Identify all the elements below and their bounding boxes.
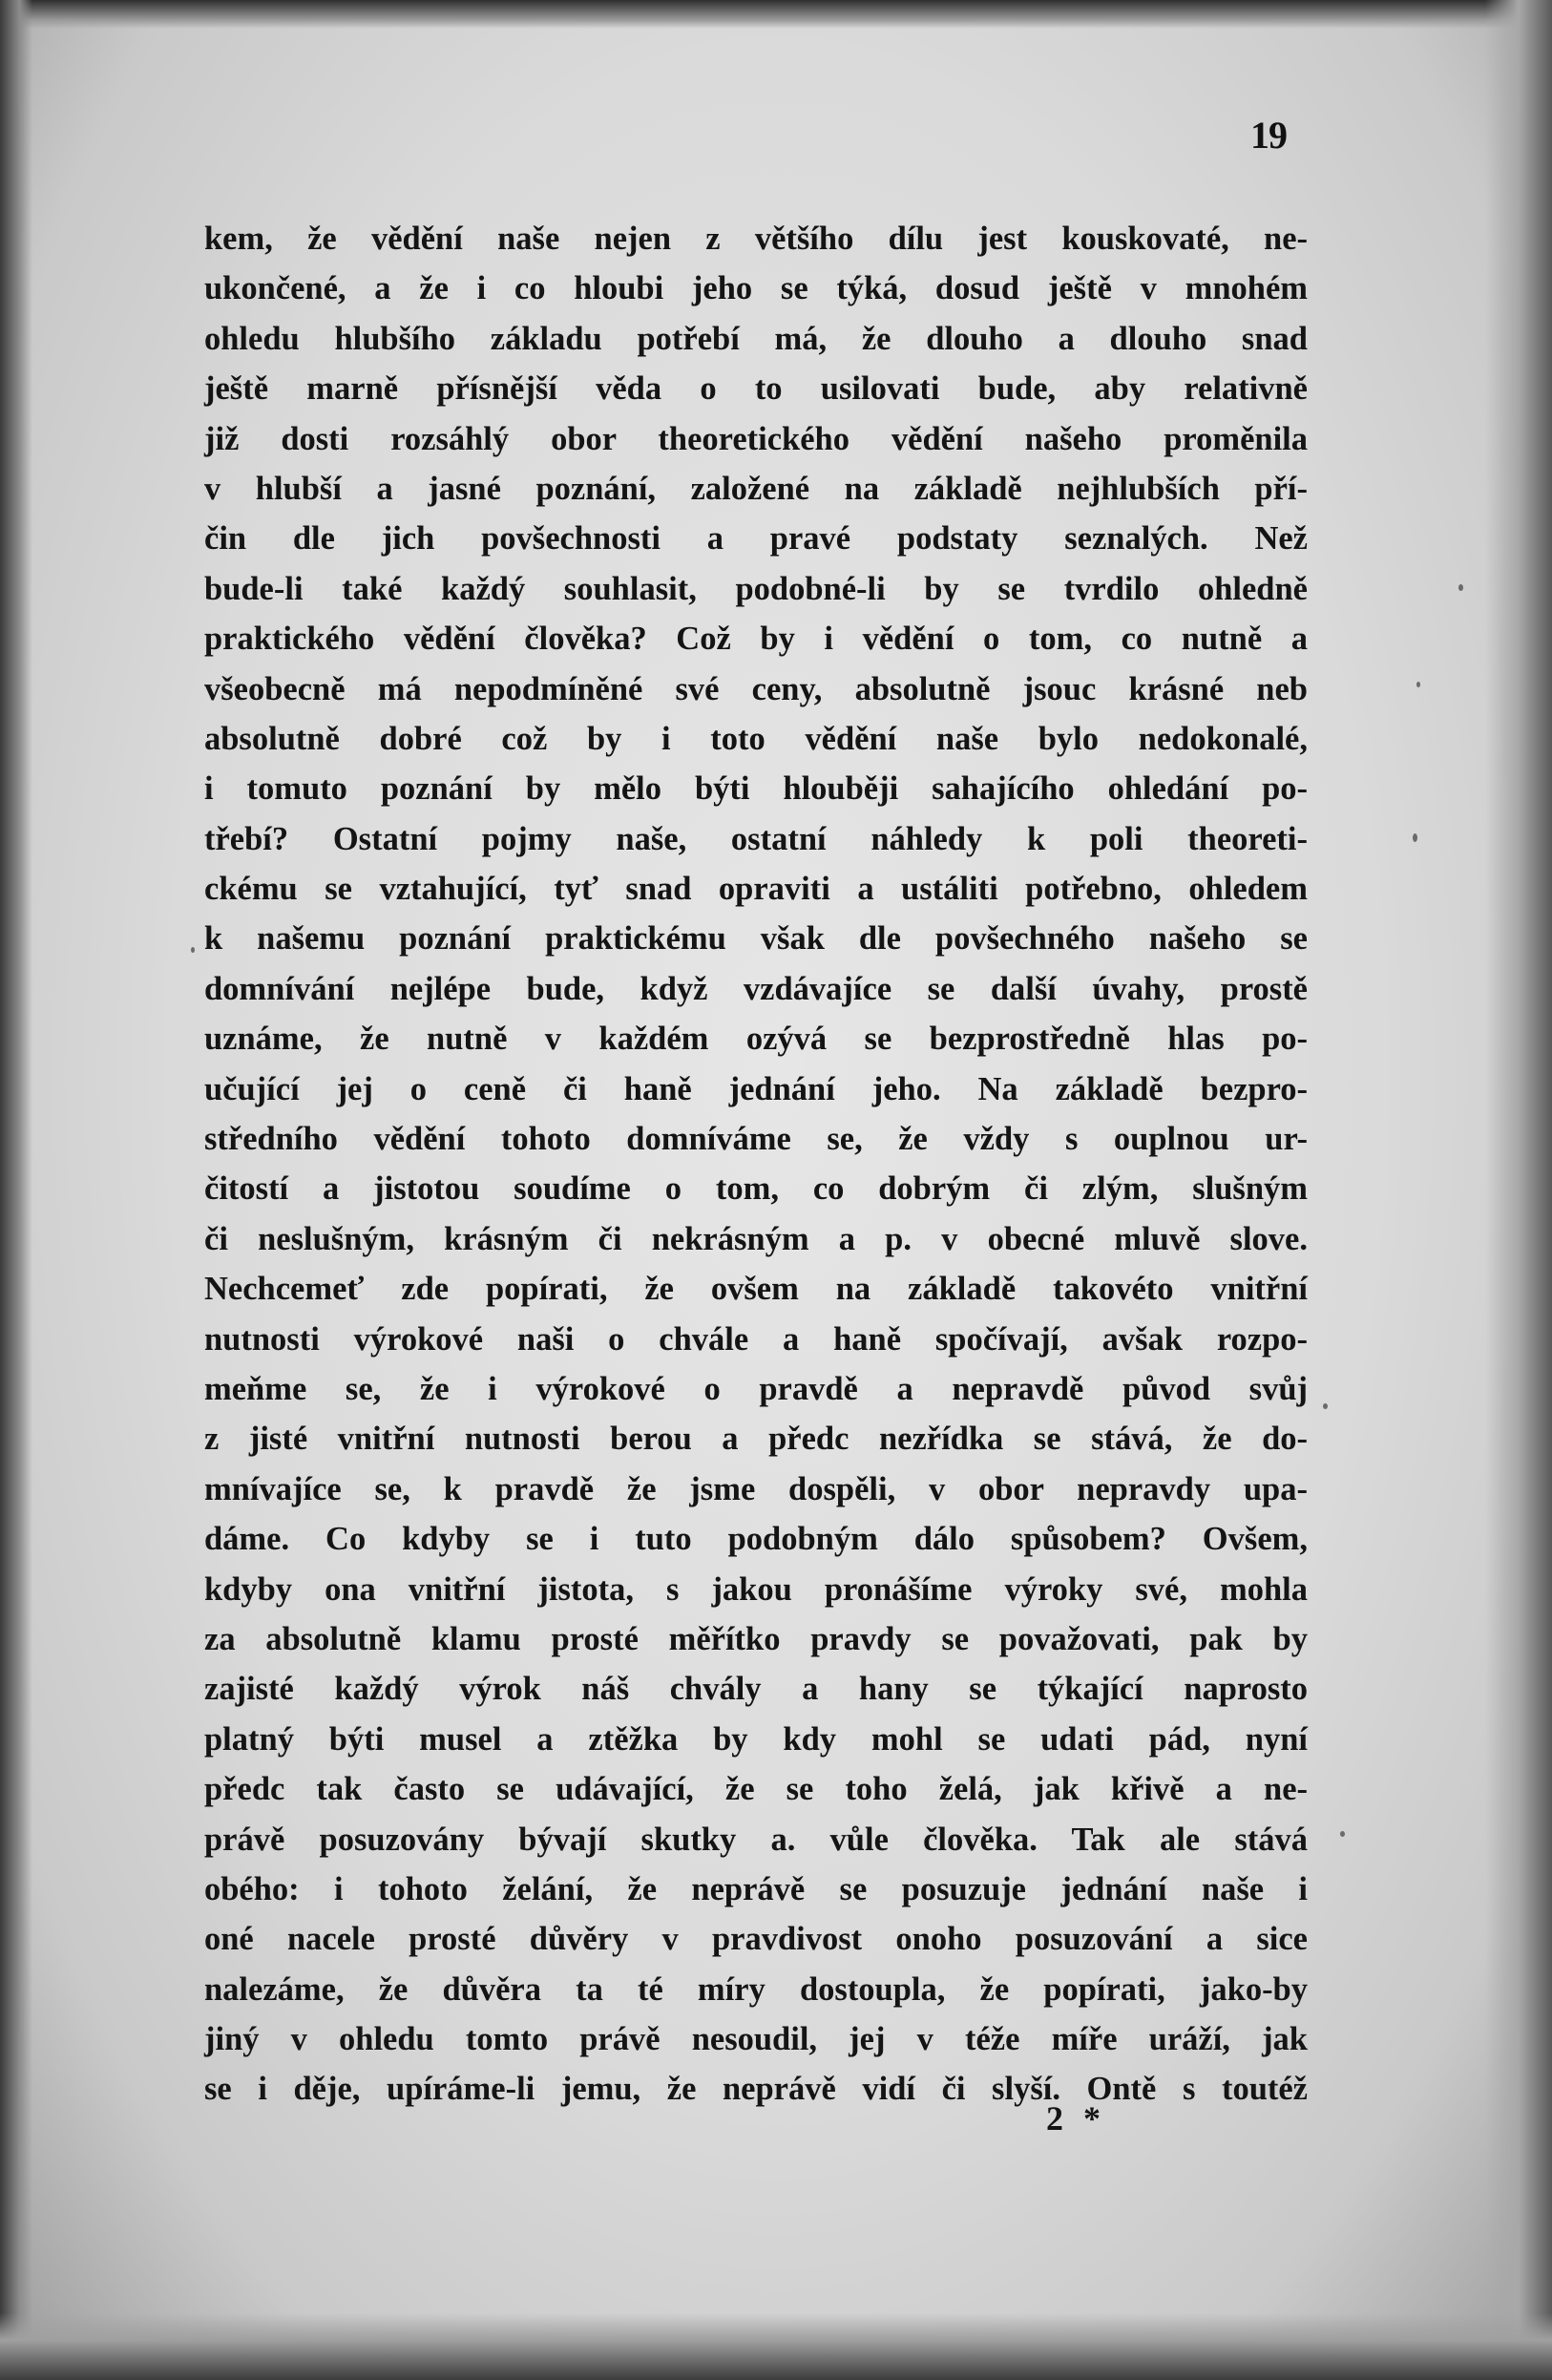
scan-speck: [191, 947, 195, 953]
text-line: ještě marně přísnější věda o to usilovati bude, aby relativně: [204, 370, 1308, 408]
text-line: kdyby ona vnitřní jistota, s jakou pronášíme výroky své, mohla: [204, 1570, 1308, 1608]
text-line: jiný v ohledu tomto právě nesoudil, jej v téže míře uráží, jak: [204, 2021, 1308, 2058]
text-line: ohledu hlubšího základu potřebí má, že dlouho a dlouho snad: [204, 320, 1308, 357]
scan-edge-right: [1485, 0, 1552, 2380]
text-line: čitostí a jistotou soudíme o tom, co dobrým či zlým, slušným: [204, 1170, 1308, 1208]
text-line: Nechcemeť zde popírati, že ovšem na základě takovéto vnitřní: [204, 1271, 1308, 1308]
text-line: za absolutně klamu prosté měřítko pravdy se považovati, pak by: [204, 1620, 1308, 1657]
text-line: absolutně dobré což by i toto vědění naše bylo nedokonalé,: [204, 720, 1308, 757]
text-line: zajisté každý výrok náš chvály a hany se týkající naprosto: [204, 1671, 1308, 1708]
text-line: nutnosti výrokové naši o chvále a haně spočívají, avšak rozpo-: [204, 1320, 1308, 1358]
scan-speck: [1323, 1403, 1328, 1409]
text-line: bude-li také každý souhlasit, podobné-li by se tvrdilo ohledně: [204, 570, 1308, 607]
text-line: z jisté vnitřní nutnosti berou a předc nezřídka se stává, že do-: [204, 1421, 1308, 1458]
text-line: meňme se, že i výrokové o pravdě a nepravdě původ svůj: [204, 1370, 1308, 1407]
page-number: 19: [1250, 114, 1287, 157]
text-line: kem, že vědění naše nejen z většího dílu jest kouskovaté, ne-: [204, 221, 1308, 257]
text-line: se i děje, upíráme-li jemu, že neprávě vidí či slyší. Ontě s toutéž: [204, 2071, 1308, 2108]
text-line: domnívání nejlépe bude, když vzdávajíce se další úvahy, prostě: [204, 970, 1308, 1007]
scan-speck: [1413, 833, 1417, 842]
text-line: ukončené, a že i co hloubi jeho se týká, dosud ještě v mnohém: [204, 270, 1308, 307]
text-line: všeobecně má nepodmíněné své ceny, absolutně jsouc krásné neb: [204, 670, 1308, 707]
scan-edge-bottom: [0, 2313, 1552, 2380]
body-text: [204, 214, 1308, 2115]
text-line: obého: i tohoto želání, že neprávě se posuzuje jednání naše i: [204, 1870, 1308, 1907]
text-line: platný býti musel a ztěžka by kdy mohl se udati pád, nyní: [204, 1720, 1308, 1758]
scan-speck: [1340, 1831, 1345, 1837]
scan-speck: [1416, 682, 1420, 687]
text-line: čin dle jich povšechnosti a pravé podstaty seznalých. Než: [204, 520, 1308, 558]
scan-speck: [1458, 584, 1463, 591]
text-line: dáme. Co kdyby se i tuto podobným dálo spůsobem? Ovšem,: [204, 1521, 1308, 1558]
text-line: mnívajíce se, k pravdě že jsme dospěli, v obor nepravdy upa-: [204, 1470, 1308, 1507]
text-line: či neslušným, krásným či nekrásným a p. v obecné mluvě slove.: [204, 1220, 1308, 1257]
text-line: nalezáme, že důvěra ta té míry dostoupla, že popírati, jako-by: [204, 1970, 1308, 2008]
text-line: v hlubší a jasné poznání, založené na základě nejhlubších pří-: [204, 470, 1308, 507]
text-line: již dosti rozsáhlý obor theoretického vědění našeho proměnila: [204, 420, 1308, 457]
text-line: předc tak často se udávající, že se toho želá, jak křivě a ne-: [204, 1771, 1308, 1808]
text-line: oné nacele prosté důvěry v pravdivost onoho posuzování a sice: [204, 1921, 1308, 1958]
text-line: praktického vědění člověka? Což by i vědění o tom, co nutně a: [204, 621, 1308, 658]
text-line: i tomuto poznání by mělo býti hlouběji sahajícího ohledání po-: [204, 770, 1308, 808]
scan-edge-left: [0, 0, 32, 2380]
text-line: právě posuzovány bývají skutky a. vůle člověka. Tak ale stává: [204, 1821, 1308, 1858]
scan-edge-top: [0, 0, 1552, 29]
text-line: k našemu poznání praktickému však dle povšechného našeho se: [204, 920, 1308, 958]
text-line: středního vědění tohoto domníváme se, že vždy s ouplnou ur-: [204, 1121, 1308, 1158]
text-line: učující jej o ceně či haně jednání jeho. Na základě bezpro-: [204, 1070, 1308, 1107]
text-line: ckému se vztahující, tyť snad opraviti a ustáliti potřebno, ohledem: [204, 871, 1308, 908]
text-line: uznáme, že nutně v každém ozývá se bezprostředně hlas po-: [204, 1021, 1308, 1058]
signature-mark: 2 *: [1046, 2099, 1106, 2138]
text-line: třebí? Ostatní pojmy naše, ostatní náhledy k poli theoreti-: [204, 820, 1308, 857]
